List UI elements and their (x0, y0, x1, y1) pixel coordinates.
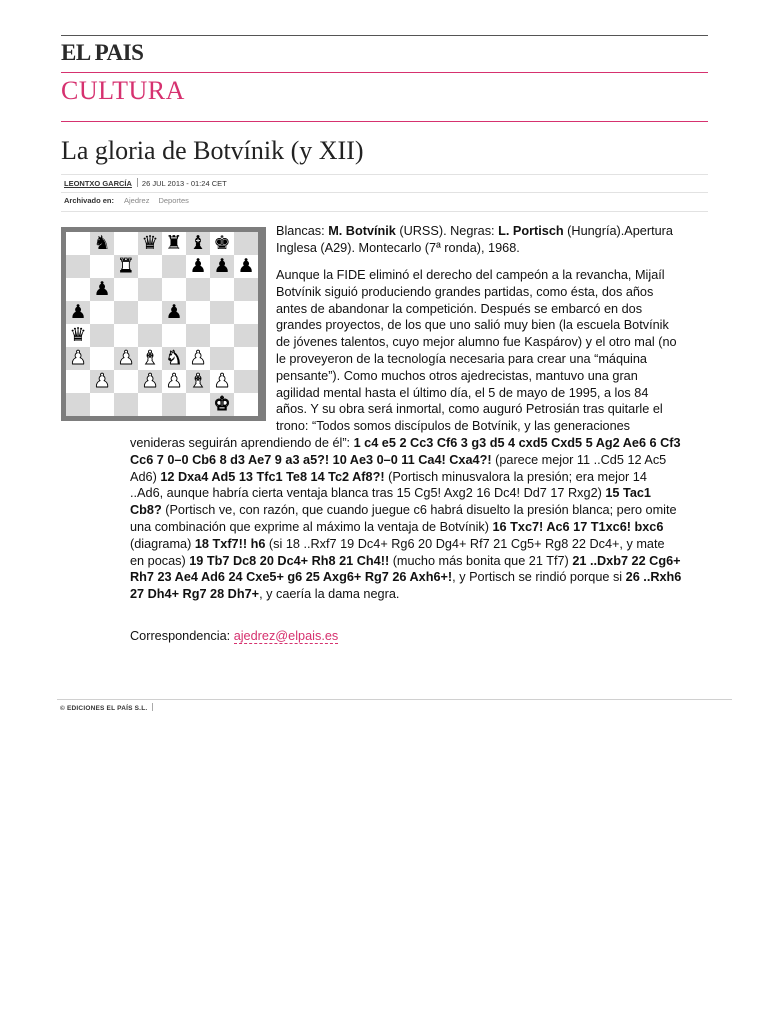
white-king-icon: ♚ (213, 393, 231, 415)
commentary: (diagrama) (130, 536, 195, 551)
board-square (186, 232, 210, 255)
black-king-icon: ♚ (213, 232, 231, 254)
email-link[interactable]: ajedrez@elpais.es (233, 629, 339, 643)
white-rook-icon: ♜ (117, 255, 135, 277)
board-square (162, 232, 186, 255)
white-pawn-icon: ♟ (141, 370, 159, 392)
byline (64, 178, 227, 189)
intro-text: (Hungría).Apertura Inglesa (A29). Montecarlo (7ª ronda), 1968. (276, 224, 673, 255)
board-square (90, 255, 114, 278)
board-square (210, 232, 234, 255)
move-sequence: 1 c4 e5 2 Cc3 Cf6 3 g3 d5 4 cxd5 Cxd5 5 Ag2 Ae6 6 Cf3 Cc6 7 0–0 Cb6 8 d3 Ae7 9 a3 a5?! 10 Ae3 0–0 11 Ca4! Cxa4?! (130, 435, 681, 467)
correspondence-label: Correspondencia: (130, 629, 234, 643)
article-body (130, 267, 682, 603)
logo-divider (61, 72, 708, 73)
board-square (90, 370, 114, 393)
board-square (138, 232, 162, 255)
white-player: M. Botvínik (328, 224, 396, 238)
commentary: (Portisch ve, con razón, que cuando juegue c6 habrá disuelto la presión blanca; pero omite una combinación que exprime al máximo la ventaja de Botvínik) (130, 503, 677, 534)
intro-text: (URSS). Negras: (395, 224, 499, 238)
article-title: La gloria de Botvínik (y XII) (61, 136, 364, 165)
footer (60, 703, 153, 714)
black-bishop-icon: ♝ (189, 232, 207, 254)
black-player: L. Portisch (498, 224, 564, 238)
correspondence (130, 628, 338, 645)
commentary: (mucho más bonita que 21 Tf7) (389, 553, 573, 568)
white-pawn-icon: ♟ (213, 370, 231, 392)
white-bishop-icon: ♝ (141, 347, 159, 369)
byline-separator (137, 178, 138, 187)
body-text: Aunque la FIDE eliminó el derecho del campeón a la revancha, Mijaíl Botvínik siguió produciendo grandes partidas, como ésta, dos años antes de abandonar la competición. Después se embarcó en dos grandes proyectos, de los que uno salió muy bien (la escuela Botvínik de jóvenes talentos, cuyo mejor alumno fue Kaspárov) y el otro mal (no le proveyeron de la tecnología necesaria para crear una “máquina pensante”). Como muchos otros ajedrecistas, mantuvo una gran agilidad mental hasta el último día, el 5 de mayo de 1995, a los 84 años. Y su obra será inmortal, como auguró Petrosián tras quitarle el trono: “Todos somos discípulos de Botvínik, y las generaciones venideras seguirán aprendiendo de él”: (130, 268, 677, 450)
tag-link[interactable]: Ajedrez (124, 196, 150, 205)
board-square (66, 278, 90, 301)
white-pawn-icon: ♟ (69, 347, 87, 369)
black-queen-icon: ♛ (141, 232, 159, 254)
move-sequence: 16 Txc7! Ac6 17 T1xc6! bxc6 (492, 519, 664, 534)
white-pawn-icon: ♟ (93, 370, 111, 392)
black-pawn-icon: ♟ (93, 278, 111, 300)
section-divider (61, 121, 708, 122)
footer-separator (152, 703, 153, 711)
white-pawn-icon: ♟ (165, 370, 183, 392)
black-knight-icon: ♞ (93, 232, 111, 254)
black-queen-icon: ♛ (69, 324, 87, 346)
publish-date: 26 JUL 2013 - 01:24 CET (141, 179, 227, 188)
black-pawn-icon: ♟ (237, 255, 255, 277)
el-pais-logo[interactable]: EL PAIS (61, 40, 144, 65)
board-square (66, 370, 90, 393)
board-square (90, 278, 114, 301)
commentary: (parece mejor 11 ..Cd5 12 Ac5 Ad6) (130, 452, 667, 484)
white-bishop-icon: ♝ (189, 370, 207, 392)
board-square (66, 393, 90, 416)
commentary: , y caería la dama negra. (259, 587, 400, 602)
game-intro (276, 223, 676, 257)
black-pawn-icon: ♟ (189, 255, 207, 277)
footer-rule (57, 699, 732, 700)
commentary: , y Portisch se rindió porque si (452, 570, 626, 585)
white-knight-icon: ♞ (165, 347, 183, 369)
move-sequence: 18 Txf7!! h6 (194, 536, 266, 551)
copyright: © EDICIONES EL PAÍS S.L. (60, 705, 148, 712)
board-square (66, 324, 90, 347)
black-pawn-icon: ♟ (69, 301, 87, 323)
commentary: (Portisch minusvalora la presión; era mejor 14 ..Ad6, aunque habría cierta ventaja blanca tras 15 Cg5! Axg2 16 Dc4! Dd7 17 Rxg2) (130, 469, 647, 501)
move-sequence: 15 Tac1 Cb8? (130, 486, 651, 518)
byline-top-rule (61, 174, 708, 175)
board-square (234, 232, 258, 255)
move-sequence: 19 Tb7 Dc8 20 Dc4+ Rh8 21 Ch4!! (189, 553, 390, 568)
author-link[interactable]: LEONTXO GARCÍA (64, 179, 132, 188)
white-pawn-icon: ♟ (117, 347, 135, 369)
archived-in (64, 195, 198, 206)
commentary: (si 18 ..Rxf7 19 Dc4+ Rg6 20 Dg4+ Rf7 21 Cg5+ Rg8 22 Dc4+, y mate en pocas) (130, 536, 665, 568)
byline-bottom-rule (61, 192, 708, 193)
white-pawn-icon: ♟ (189, 347, 207, 369)
black-pawn-icon: ♟ (165, 301, 183, 323)
board-square (66, 232, 90, 255)
black-pawn-icon: ♟ (213, 255, 231, 277)
archived-label: Archivado en: (64, 196, 115, 205)
move-sequence: 12 Dxa4 Ad5 13 Tfc1 Te8 14 Tc2 Af8?! (160, 469, 385, 484)
board-square (66, 301, 90, 324)
black-rook-icon: ♜ (165, 232, 183, 254)
board-square (90, 324, 114, 347)
section-title[interactable]: CULTURA (61, 76, 185, 105)
top-rule (61, 35, 708, 36)
board-square (90, 393, 114, 416)
board-square (90, 232, 114, 255)
board-square (66, 255, 90, 278)
tag-link[interactable]: Deportes (158, 196, 189, 205)
board-square (114, 232, 138, 255)
board-square (66, 347, 90, 370)
board-square (90, 301, 114, 324)
board-square (90, 347, 114, 370)
move-sequence: 21 ..Dxb7 22 Cg6+ Rh7 23 Ae4 Ad6 24 Cxe5+ g6 25 Axg6+ Rg7 26 Axh6+! (130, 553, 681, 585)
intro-text: Blancas: (276, 224, 329, 238)
move-sequence: 26 ..Rxh6 27 Dh4+ Rg7 28 Dh7+ (130, 570, 682, 602)
archived-bottom-rule (61, 211, 708, 212)
